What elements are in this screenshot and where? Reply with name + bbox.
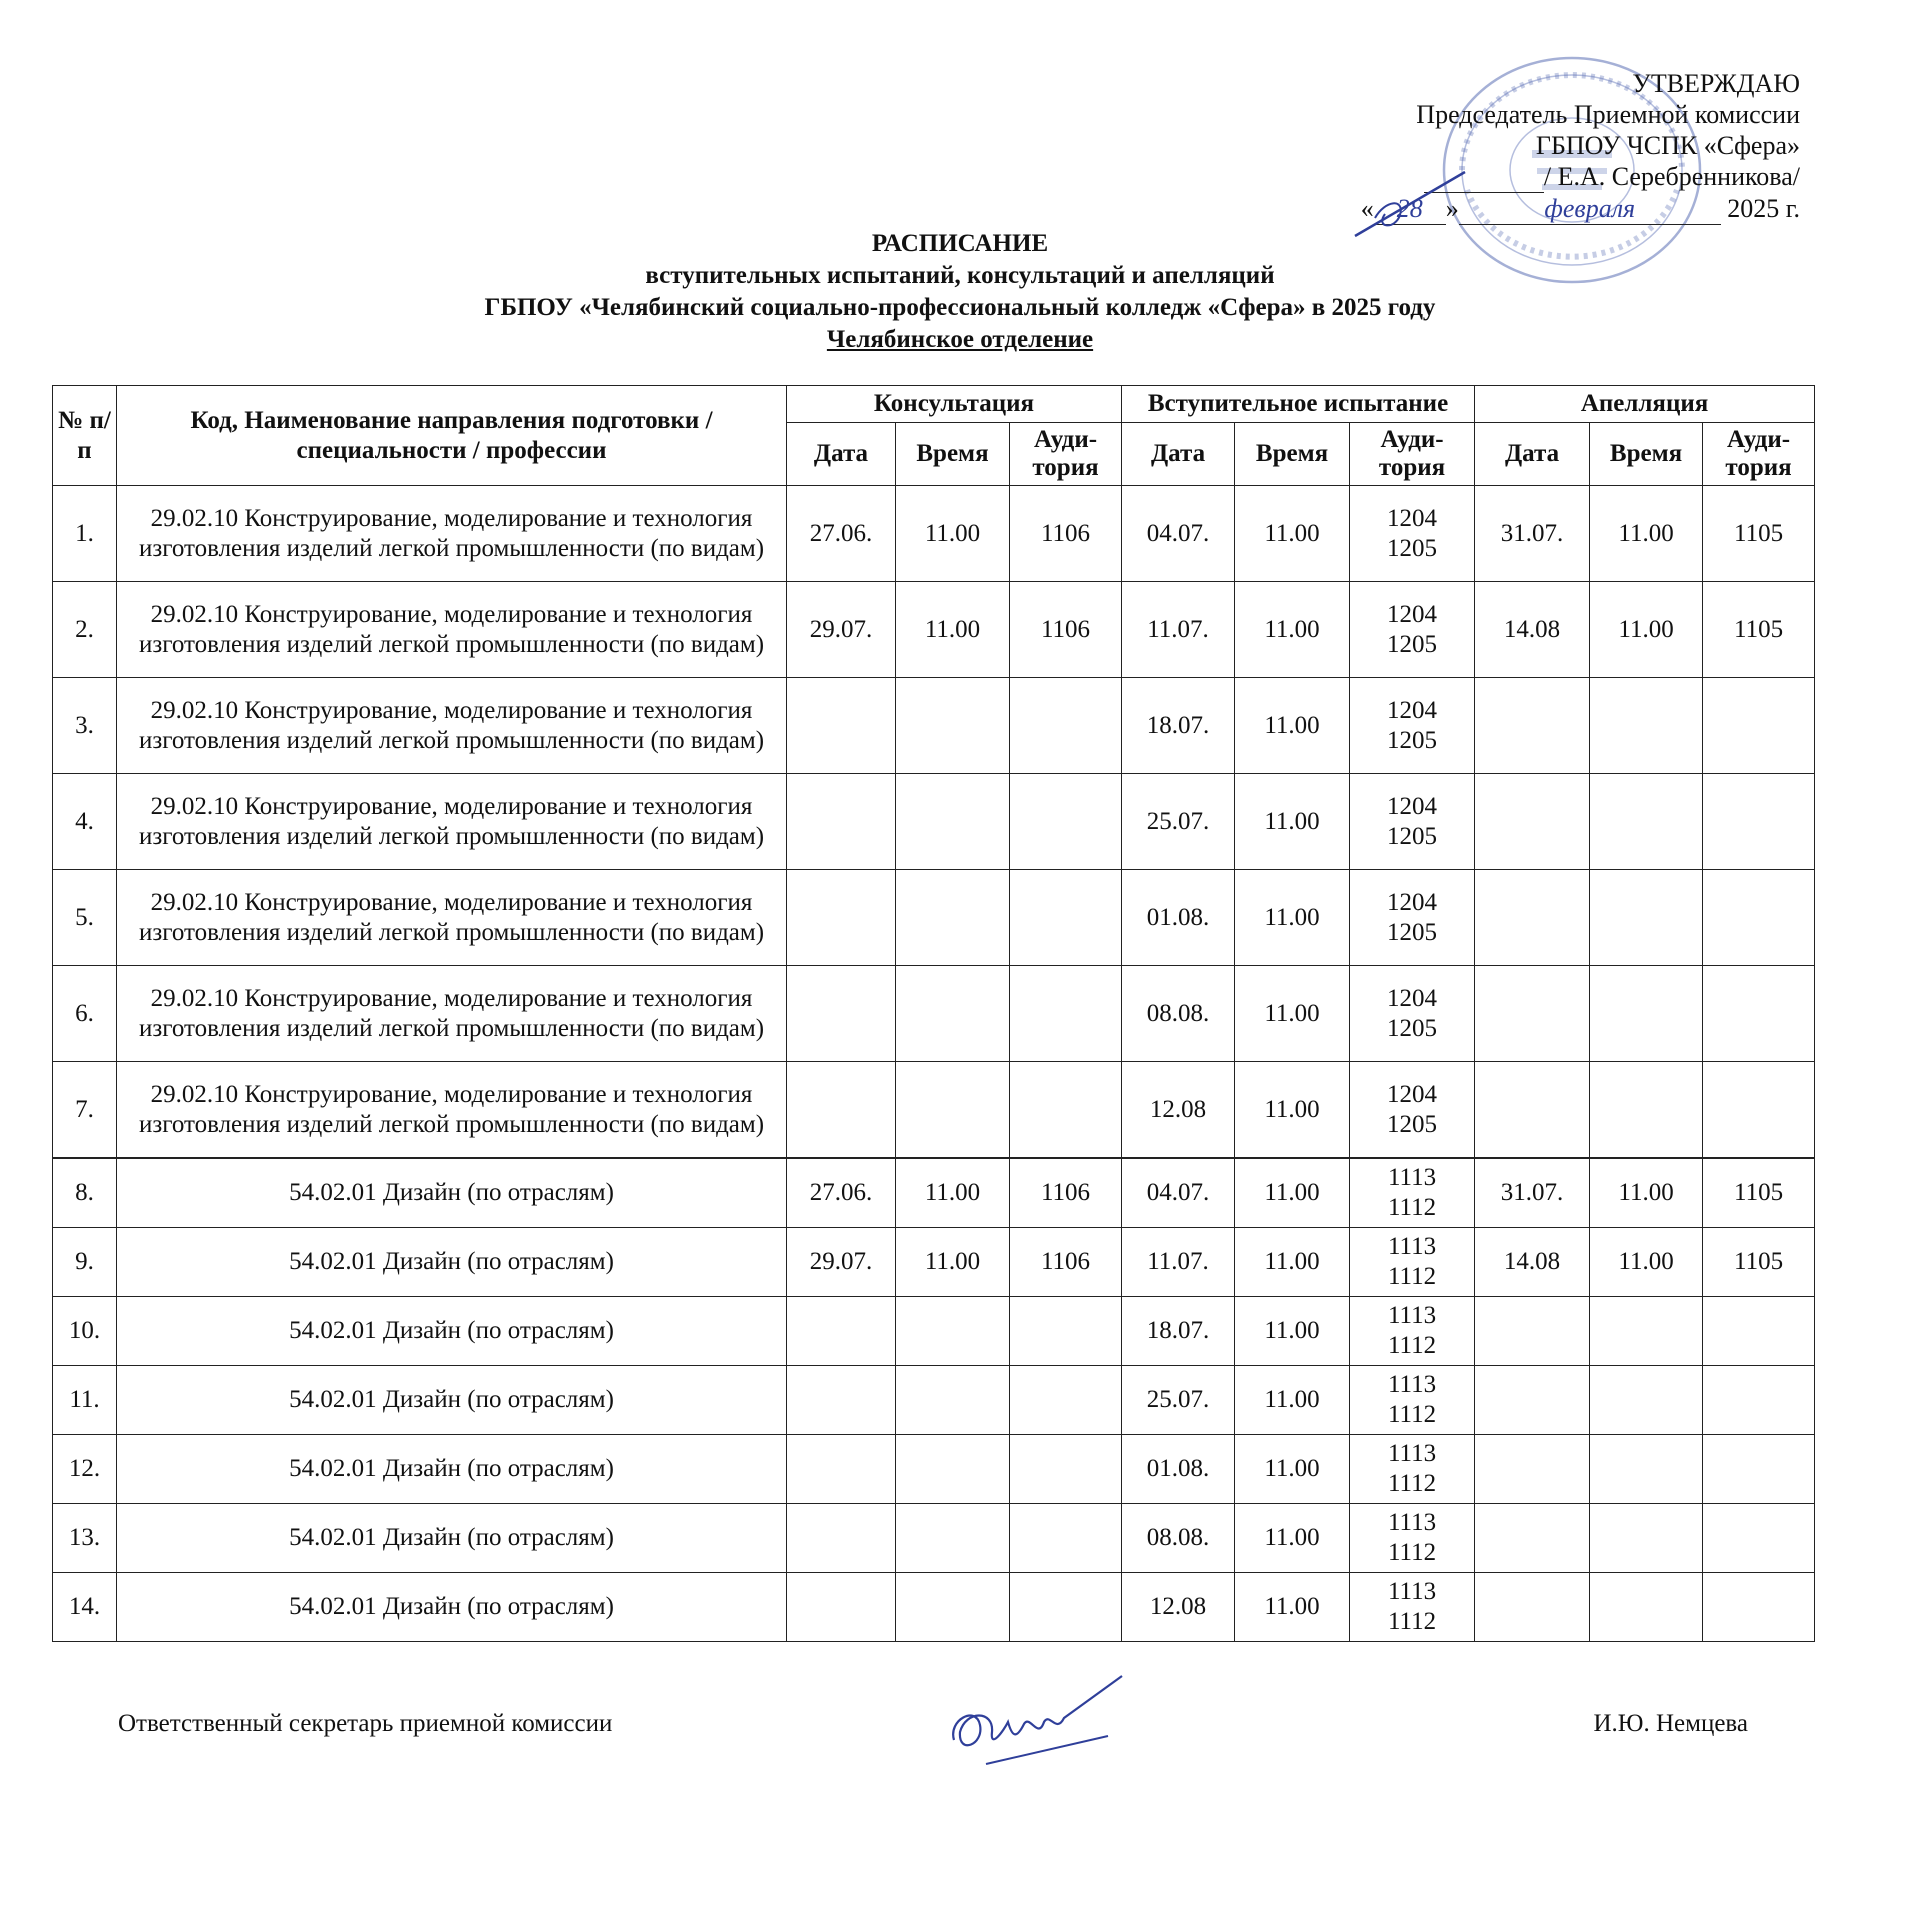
exam-room-2: 1205 (1387, 1014, 1438, 1042)
table-row (53, 1158, 1815, 1228)
appeal-time (1590, 1573, 1703, 1642)
consultation-room (1010, 1435, 1122, 1504)
exam-room-1: 1113 (1387, 1164, 1437, 1191)
consultation-time (896, 1297, 1010, 1366)
program-name: 54.02.01 Дизайн (по отраслям) (117, 1573, 787, 1642)
table-row (53, 678, 1815, 774)
appeal-time: 11.00 (1590, 486, 1703, 582)
row-number: 3. (53, 678, 117, 774)
exam-time: 11.00 (1235, 1158, 1350, 1228)
exam-date: 11.07. (1122, 582, 1235, 678)
appeal-time (1590, 870, 1703, 966)
exam-rooms (1350, 1573, 1475, 1642)
exam-time: 11.00 (1235, 1366, 1350, 1435)
consultation-date (787, 1366, 896, 1435)
appeal-room: 1105 (1703, 1158, 1815, 1228)
exam-time: 11.00 (1235, 870, 1350, 966)
approval-signatory: / Е.А. Серебренникова/ (1543, 162, 1800, 191)
chairman-signature (1315, 170, 1505, 240)
appeal-date (1475, 966, 1590, 1062)
exam-time: 11.00 (1235, 582, 1350, 678)
exam-room-2: 1112 (1387, 1608, 1437, 1635)
exam-time: 11.00 (1235, 1435, 1350, 1504)
exam-time: 11.00 (1235, 1573, 1350, 1642)
secretary-signature (946, 1670, 1131, 1780)
exam-time: 11.00 (1235, 966, 1350, 1062)
exam-rooms (1350, 1297, 1475, 1366)
appeal-time (1590, 678, 1703, 774)
appeal-date: 31.07. (1475, 486, 1590, 582)
appeal-room (1703, 678, 1815, 774)
appeal-date: 31.07. (1475, 1158, 1590, 1228)
appeal-date (1475, 1573, 1590, 1642)
exam-room-2: 1112 (1387, 1332, 1437, 1359)
exam-time: 11.00 (1235, 1297, 1350, 1366)
row-number: 9. (53, 1228, 117, 1297)
exam-date: 18.07. (1122, 1297, 1235, 1366)
exam-room-2: 1112 (1387, 1194, 1437, 1221)
header-appeal-time: Время (1590, 423, 1703, 486)
header-exam-room: Ауди-тория (1350, 423, 1475, 486)
consultation-date (787, 966, 896, 1062)
consultation-time (896, 1573, 1010, 1642)
program-name: 54.02.01 Дизайн (по отраслям) (117, 1228, 787, 1297)
exam-room-1: 1113 (1387, 1578, 1437, 1605)
appeal-time (1590, 1062, 1703, 1159)
exam-rooms (1350, 582, 1475, 678)
approval-date: « 28 » февраля 2025 г. (1360, 194, 1800, 223)
header-num: № п/п (53, 386, 117, 486)
appeal-room (1703, 966, 1815, 1062)
appeal-room (1703, 1366, 1815, 1435)
row-number: 12. (53, 1435, 117, 1504)
appeal-room (1703, 870, 1815, 966)
header-program: Код, Наименование направления подготовки / специальности / профессии (117, 386, 787, 486)
appeal-time: 11.00 (1590, 582, 1703, 678)
header-consultation-date: Дата (787, 423, 896, 486)
row-number: 13. (53, 1504, 117, 1573)
consultation-room (1010, 870, 1122, 966)
consultation-room: 1106 (1010, 582, 1122, 678)
appeal-time (1590, 1504, 1703, 1573)
header-appeal-room: Ауди-тория (1703, 423, 1815, 486)
consultation-time (896, 1435, 1010, 1504)
consultation-date: 29.07. (787, 582, 896, 678)
exam-rooms (1350, 486, 1475, 582)
header-appeal-date: Дата (1475, 423, 1590, 486)
exam-date: 12.08 (1122, 1062, 1235, 1159)
exam-time: 11.00 (1235, 678, 1350, 774)
appeal-time: 11.00 (1590, 1228, 1703, 1297)
consultation-date (787, 774, 896, 870)
exam-room-2: 1205 (1387, 534, 1438, 562)
consultation-room (1010, 1062, 1122, 1159)
exam-date: 11.07. (1122, 1228, 1235, 1297)
header-exam-date: Дата (1122, 423, 1235, 486)
exam-rooms (1350, 1504, 1475, 1573)
header-appeal: Апелляция (1475, 386, 1815, 423)
consultation-time (896, 1062, 1010, 1159)
consultation-time (896, 870, 1010, 966)
exam-room-1: 1204 (1387, 888, 1438, 916)
exam-rooms (1350, 1228, 1475, 1297)
consultation-date (787, 870, 896, 966)
exam-room-1: 1113 (1387, 1302, 1437, 1329)
consultation-room (1010, 678, 1122, 774)
row-number: 4. (53, 774, 117, 870)
table-row (53, 870, 1815, 966)
consultation-room (1010, 1297, 1122, 1366)
row-number: 2. (53, 582, 117, 678)
footer-position: Ответственный секретарь приемной комиссии (118, 1710, 613, 1737)
header-consultation: Консультация (787, 386, 1122, 423)
row-number: 6. (53, 966, 117, 1062)
approval-date-day: 28 (1374, 193, 1446, 225)
appeal-time: 11.00 (1590, 1158, 1703, 1228)
consultation-time: 11.00 (896, 1228, 1010, 1297)
consultation-date: 29.07. (787, 1228, 896, 1297)
appeal-room: 1105 (1703, 582, 1815, 678)
program-name: 29.02.10 Конструирование, моделирование и технология изготовления изделий легкой промышленности (по видам) (117, 678, 787, 774)
row-number: 10. (53, 1297, 117, 1366)
exam-room-2: 1205 (1387, 630, 1438, 658)
exam-room-1: 1113 (1387, 1440, 1437, 1467)
program-name: 54.02.01 Дизайн (по отраслям) (117, 1435, 787, 1504)
exam-rooms (1350, 678, 1475, 774)
exam-date: 25.07. (1122, 1366, 1235, 1435)
exam-rooms (1350, 1435, 1475, 1504)
consultation-room (1010, 966, 1122, 1062)
appeal-room (1703, 1573, 1815, 1642)
exam-time: 11.00 (1235, 1504, 1350, 1573)
consultation-date: 27.06. (787, 1158, 896, 1228)
consultation-room: 1106 (1010, 1158, 1122, 1228)
approval-heading: УТВЕРЖДАЮ (1632, 69, 1800, 98)
program-name: 54.02.01 Дизайн (по отраслям) (117, 1504, 787, 1573)
consultation-time (896, 678, 1010, 774)
exam-time: 11.00 (1235, 1228, 1350, 1297)
consultation-room (1010, 774, 1122, 870)
appeal-date (1475, 774, 1590, 870)
appeal-date (1475, 1366, 1590, 1435)
appeal-date (1475, 1297, 1590, 1366)
table-row (53, 774, 1815, 870)
exam-date: 04.07. (1122, 1158, 1235, 1228)
schedule-table (52, 385, 1815, 1642)
exam-date: 18.07. (1122, 678, 1235, 774)
footer-name: И.Ю. Немцева (1593, 1710, 1748, 1737)
exam-room-1: 1204 (1387, 1080, 1438, 1108)
consultation-room: 1106 (1010, 486, 1122, 582)
table-row (53, 1366, 1815, 1435)
consultation-date (787, 1504, 896, 1573)
table-row (53, 1435, 1815, 1504)
exam-room-1: 1204 (1387, 600, 1438, 628)
appeal-room (1703, 1297, 1815, 1366)
header-consultation-time: Время (896, 423, 1010, 486)
exam-date: 01.08. (1122, 870, 1235, 966)
appeal-room (1703, 774, 1815, 870)
consultation-date (787, 1435, 896, 1504)
appeal-room (1703, 1504, 1815, 1573)
appeal-date (1475, 1504, 1590, 1573)
exam-time: 11.00 (1235, 1062, 1350, 1159)
program-name: 29.02.10 Конструирование, моделирование и технология изготовления изделий легкой промышленности (по видам) (117, 486, 787, 582)
consultation-time (896, 774, 1010, 870)
appeal-date (1475, 1062, 1590, 1159)
exam-rooms (1350, 1062, 1475, 1159)
consultation-time (896, 1504, 1010, 1573)
exam-time: 11.00 (1235, 486, 1350, 582)
exam-date: 01.08. (1122, 1435, 1235, 1504)
table-row (53, 1504, 1815, 1573)
appeal-time (1590, 1435, 1703, 1504)
approval-date-month: февраля (1459, 193, 1721, 225)
program-name: 29.02.10 Конструирование, моделирование и технология изготовления изделий легкой промышленности (по видам) (117, 582, 787, 678)
appeal-date (1475, 678, 1590, 774)
row-number: 11. (53, 1366, 117, 1435)
consultation-date (787, 1297, 896, 1366)
exam-rooms (1350, 966, 1475, 1062)
program-name: 29.02.10 Конструирование, моделирование и технология изготовления изделий легкой промышленности (по видам) (117, 774, 787, 870)
exam-rooms (1350, 774, 1475, 870)
appeal-time (1590, 1366, 1703, 1435)
program-name: 29.02.10 Конструирование, моделирование и технология изготовления изделий легкой промышленности (по видам) (117, 870, 787, 966)
row-number: 7. (53, 1062, 117, 1159)
exam-time: 11.00 (1235, 774, 1350, 870)
table-row (53, 1228, 1815, 1297)
consultation-time (896, 1366, 1010, 1435)
consultation-date: 27.06. (787, 486, 896, 582)
program-name: 29.02.10 Конструирование, моделирование и технология изготовления изделий легкой промышленности (по видам) (117, 1062, 787, 1159)
exam-room-1: 1204 (1387, 504, 1438, 532)
consultation-room: 1106 (1010, 1228, 1122, 1297)
header-consultation-room: Ауди-тория (1010, 423, 1122, 486)
appeal-time (1590, 1297, 1703, 1366)
title-college: ГБПОУ «Челябинский социально-профессиональный колледж «Сфера» в 2025 году (484, 294, 1436, 321)
exam-room-1: 1113 (1387, 1233, 1437, 1260)
appeal-date (1475, 870, 1590, 966)
consultation-room (1010, 1504, 1122, 1573)
table-row (53, 1573, 1815, 1642)
exam-room-1: 1204 (1387, 984, 1438, 1012)
exam-date: 08.08. (1122, 1504, 1235, 1573)
exam-room-2: 1205 (1387, 822, 1438, 850)
program-name: 54.02.01 Дизайн (по отраслям) (117, 1366, 787, 1435)
exam-room-2: 1112 (1387, 1401, 1437, 1428)
appeal-time (1590, 774, 1703, 870)
exam-room-2: 1112 (1387, 1470, 1437, 1497)
exam-date: 04.07. (1122, 486, 1235, 582)
program-name: 54.02.01 Дизайн (по отраслям) (117, 1158, 787, 1228)
exam-date: 25.07. (1122, 774, 1235, 870)
table-row (53, 1297, 1815, 1366)
exam-rooms (1350, 870, 1475, 966)
appeal-date: 14.08 (1475, 582, 1590, 678)
program-name: 29.02.10 Конструирование, моделирование и технология изготовления изделий легкой промышленности (по видам) (117, 966, 787, 1062)
title-subtitle: вступительных испытаний, консультаций и апелляций (645, 262, 1275, 289)
exam-room-2: 1205 (1387, 1110, 1438, 1138)
row-number: 1. (53, 486, 117, 582)
exam-room-2: 1205 (1387, 918, 1438, 946)
appeal-date (1475, 1435, 1590, 1504)
exam-room-2: 1112 (1387, 1539, 1437, 1566)
consultation-date (787, 678, 896, 774)
exam-room-2: 1112 (1387, 1263, 1437, 1290)
exam-rooms (1350, 1158, 1475, 1228)
title-main: РАСПИСАНИЕ (871, 230, 1049, 257)
exam-room-1: 1113 (1387, 1371, 1437, 1398)
header-exam: Вступительное испытание (1122, 386, 1475, 423)
exam-date: 08.08. (1122, 966, 1235, 1062)
header-exam-time: Время (1235, 423, 1350, 486)
consultation-time: 11.00 (896, 582, 1010, 678)
appeal-time (1590, 966, 1703, 1062)
consultation-time (896, 966, 1010, 1062)
table-row (53, 1062, 1815, 1159)
appeal-room: 1105 (1703, 486, 1815, 582)
exam-rooms (1350, 1366, 1475, 1435)
row-number: 8. (53, 1158, 117, 1228)
appeal-room: 1105 (1703, 1228, 1815, 1297)
program-name: 54.02.01 Дизайн (по отраслям) (117, 1297, 787, 1366)
approval-organization: ГБПОУ ЧСПК «Сфера» (1535, 131, 1800, 160)
exam-room-2: 1205 (1387, 726, 1438, 754)
consultation-room (1010, 1573, 1122, 1642)
title-department: Челябинское отделение (826, 326, 1094, 353)
exam-date: 12.08 (1122, 1573, 1235, 1642)
consultation-date (787, 1062, 896, 1159)
appeal-room (1703, 1062, 1815, 1159)
exam-room-1: 1113 (1387, 1509, 1437, 1536)
consultation-time: 11.00 (896, 486, 1010, 582)
appeal-date: 14.08 (1475, 1228, 1590, 1297)
table-row (53, 966, 1815, 1062)
exam-room-1: 1204 (1387, 696, 1438, 724)
consultation-room (1010, 1366, 1122, 1435)
table-row (53, 582, 1815, 678)
consultation-time: 11.00 (896, 1158, 1010, 1228)
consultation-date (787, 1573, 896, 1642)
table-row (53, 486, 1815, 582)
row-number: 5. (53, 870, 117, 966)
row-number: 14. (53, 1573, 117, 1642)
appeal-room (1703, 1435, 1815, 1504)
exam-room-1: 1204 (1387, 792, 1438, 820)
approval-position: Председатель Приемной комиссии (1416, 100, 1800, 129)
